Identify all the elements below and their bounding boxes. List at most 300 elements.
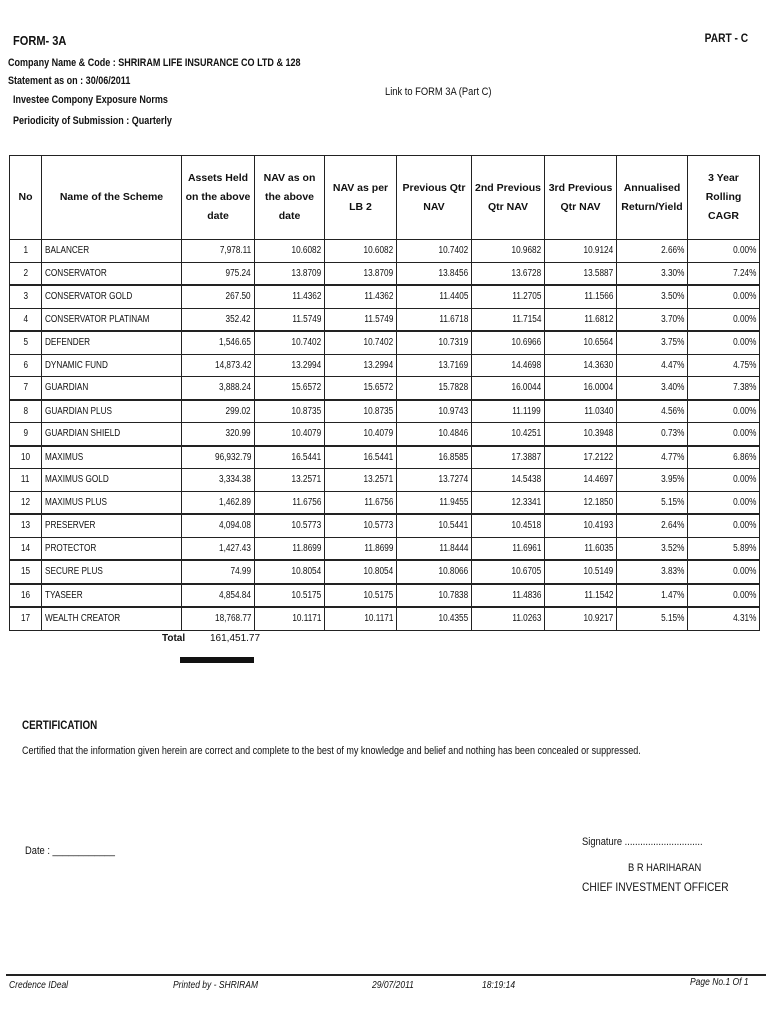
nav-2nd-prev-qtr — [472, 262, 545, 285]
nav-current-text: 10.4079 — [291, 428, 321, 440]
cagr-3yr-text: 0.00% — [732, 337, 756, 349]
assets-held — [182, 446, 255, 469]
nav-current — [255, 514, 325, 537]
nav-lb2 — [325, 607, 397, 630]
cagr-3yr — [688, 400, 760, 423]
row-no — [10, 446, 42, 469]
statement-date: Statement as on : 30/06/2011 — [8, 75, 131, 87]
nav-current — [255, 584, 325, 608]
nav-3rd-prev-qtr — [545, 423, 617, 446]
nav-3rd-prev-qtr-text: 11.6812 — [583, 313, 613, 325]
nav-2nd-prev-qtr-text: 10.4251 — [511, 428, 541, 440]
nav-current — [255, 400, 325, 423]
scheme-name-text: PROTECTOR — [45, 542, 97, 554]
nav-current-text: 13.2571 — [291, 474, 321, 486]
annualised-return — [617, 400, 688, 423]
nav-3rd-prev-qtr-text: 10.6564 — [583, 337, 613, 349]
assets-held — [182, 607, 255, 630]
cagr-3yr-text: 0.00% — [732, 589, 756, 601]
nav-prev-qtr-text: 13.7274 — [438, 474, 468, 486]
assets-held-text: 4,094.08 — [219, 520, 251, 532]
table-row — [10, 446, 760, 469]
nav-3rd-prev-qtr — [545, 537, 617, 560]
assets-held-text: 96,932.79 — [214, 451, 251, 463]
nav-lb2-text: 10.6082 — [363, 245, 393, 257]
form-link: Link to FORM 3A (Part C) — [385, 86, 492, 98]
nav-current-text: 11.4362 — [291, 291, 321, 303]
row-no — [10, 607, 42, 630]
scheme-name — [42, 446, 182, 469]
scheme-name-text: BALANCER — [45, 245, 90, 257]
scheme-name-text: GUARDIAN — [45, 382, 89, 394]
cagr-3yr-text: 7.38% — [732, 382, 756, 394]
nav-current — [255, 285, 325, 308]
row-no — [10, 537, 42, 560]
cagr-3yr-text: 0.00% — [732, 313, 756, 325]
cagr-3yr — [688, 584, 760, 608]
nav-lb2 — [325, 491, 397, 514]
nav-prev-qtr — [397, 514, 472, 537]
nav-lb2 — [325, 560, 397, 584]
nav-2nd-prev-qtr — [472, 560, 545, 584]
row-no — [10, 514, 42, 537]
scheme-name — [42, 377, 182, 400]
total-underline — [180, 657, 254, 663]
nav-prev-qtr-text: 10.4846 — [438, 428, 468, 440]
nav-lb2-text: 16.5441 — [363, 451, 393, 463]
nav-prev-qtr-text: 11.9455 — [438, 496, 468, 508]
cagr-3yr — [688, 423, 760, 446]
nav-lb2 — [325, 377, 397, 400]
row-no — [10, 308, 42, 331]
nav-prev-qtr-text: 10.9743 — [438, 405, 468, 417]
assets-held — [182, 469, 255, 492]
nav-lb2 — [325, 354, 397, 377]
nav-3rd-prev-qtr-text: 11.1542 — [583, 589, 613, 601]
nav-2nd-prev-qtr — [472, 377, 545, 400]
cagr-3yr-text: 5.89% — [732, 542, 756, 554]
annualised-return-text: 4.77% — [660, 451, 684, 463]
annualised-return-text: 3.83% — [660, 566, 684, 578]
nav-current — [255, 469, 325, 492]
cagr-3yr — [688, 446, 760, 469]
cagr-3yr — [688, 469, 760, 492]
cagr-3yr — [688, 491, 760, 514]
nav-2nd-prev-qtr — [472, 354, 545, 377]
nav-current-text: 13.2994 — [291, 359, 321, 371]
assets-held — [182, 285, 255, 308]
assets-held — [182, 240, 255, 263]
row-no-text: 14 — [20, 542, 31, 554]
nav-2nd-prev-qtr-text: 14.4698 — [511, 359, 541, 371]
nav-current-text: 10.8054 — [291, 566, 321, 578]
nav-prev-qtr — [397, 308, 472, 331]
assets-held-text: 299.02 — [225, 405, 251, 417]
assets-held — [182, 537, 255, 560]
nav-lb2-text: 10.8735 — [363, 405, 393, 417]
annualised-return — [617, 514, 688, 537]
nav-current-text: 15.6572 — [291, 382, 321, 394]
nav-lb2-text: 10.7402 — [363, 337, 393, 349]
row-no-text: 13 — [20, 520, 31, 532]
nav-2nd-prev-qtr-text: 16.0044 — [511, 382, 541, 394]
annualised-return-text: 5.15% — [660, 496, 684, 508]
nav-current — [255, 560, 325, 584]
annualised-return-text: 0.73% — [660, 428, 684, 440]
nav-prev-qtr — [397, 560, 472, 584]
annualised-return-text: 3.95% — [660, 474, 684, 486]
col-header: NAV as per LB 2 — [325, 156, 397, 240]
row-no — [10, 285, 42, 308]
annualised-return — [617, 331, 688, 354]
nav-lb2 — [325, 423, 397, 446]
nav-3rd-prev-qtr — [545, 262, 617, 285]
table-row — [10, 400, 760, 423]
col-header: 3 Year Rolling CAGR — [688, 156, 760, 240]
annualised-return-text: 4.56% — [660, 405, 684, 417]
nav-2nd-prev-qtr — [472, 423, 545, 446]
nav-lb2-text: 10.1171 — [363, 613, 393, 625]
scheme-name-text: PRESERVER — [45, 520, 96, 532]
nav-prev-qtr — [397, 354, 472, 377]
exposure-norms: Investee Compony Exposure Norms — [13, 94, 168, 106]
annualised-return — [617, 491, 688, 514]
nav-lb2 — [325, 285, 397, 308]
nav-lb2-text: 10.4079 — [363, 428, 393, 440]
nav-prev-qtr — [397, 584, 472, 608]
nav-lb2 — [325, 308, 397, 331]
nav-3rd-prev-qtr — [545, 560, 617, 584]
annualised-return-text: 1.47% — [660, 589, 684, 601]
nav-2nd-prev-qtr — [472, 446, 545, 469]
nav-3rd-prev-qtr — [545, 308, 617, 331]
nav-prev-qtr-text: 10.7319 — [438, 337, 468, 349]
scheme-name — [42, 560, 182, 584]
cagr-3yr-text: 0.00% — [732, 520, 756, 532]
nav-3rd-prev-qtr — [545, 240, 617, 263]
nav-3rd-prev-qtr — [545, 354, 617, 377]
nav-3rd-prev-qtr — [545, 400, 617, 423]
nav-lb2 — [325, 262, 397, 285]
table-row — [10, 354, 760, 377]
scheme-name-text: CONSERVATOR GOLD — [45, 291, 133, 303]
nav-2nd-prev-qtr-text: 14.5438 — [511, 474, 541, 486]
nav-lb2-text: 10.5175 — [363, 589, 393, 601]
scheme-name-text: TYASEER — [45, 589, 83, 601]
annualised-return — [617, 584, 688, 608]
footer-date: 29/07/2011 — [372, 980, 414, 991]
row-no-text: 6 — [23, 359, 28, 371]
nav-3rd-prev-qtr-text: 10.9124 — [583, 245, 613, 257]
nav-2nd-prev-qtr — [472, 537, 545, 560]
annualised-return — [617, 285, 688, 308]
nav-lb2-text: 13.8709 — [363, 267, 393, 279]
nav-prev-qtr-text: 16.8585 — [438, 451, 468, 463]
nav-3rd-prev-qtr — [545, 491, 617, 514]
nav-3rd-prev-qtr-text: 16.0004 — [583, 382, 613, 394]
cagr-3yr-text: 0.00% — [732, 291, 756, 303]
nav-3rd-prev-qtr — [545, 607, 617, 630]
table-row — [10, 560, 760, 584]
nav-prev-qtr-text: 13.8456 — [438, 267, 468, 279]
nav-lb2 — [325, 331, 397, 354]
table-row — [10, 469, 760, 492]
cagr-3yr — [688, 514, 760, 537]
cagr-3yr — [688, 285, 760, 308]
nav-current — [255, 262, 325, 285]
assets-held-text: 3,888.24 — [219, 382, 251, 394]
scheme-name-text: CONSERVATOR PLATINAM — [45, 313, 150, 325]
assets-held — [182, 423, 255, 446]
nav-2nd-prev-qtr-text: 12.3341 — [511, 496, 541, 508]
assets-held — [182, 514, 255, 537]
nav-current — [255, 240, 325, 263]
scheme-name-text: CONSERVATOR — [45, 267, 107, 279]
row-no-text: 9 — [23, 428, 28, 440]
row-no-text: 4 — [23, 313, 28, 325]
nav-3rd-prev-qtr — [545, 584, 617, 608]
assets-held-text: 267.50 — [225, 291, 251, 303]
nav-prev-qtr-text: 10.4355 — [438, 613, 468, 625]
scheme-name — [42, 308, 182, 331]
assets-held-text: 7,978.11 — [219, 245, 251, 257]
signer-title: CHIEF INVESTMENT OFFICER — [582, 880, 729, 894]
cagr-3yr — [688, 240, 760, 263]
annualised-return — [617, 607, 688, 630]
row-no — [10, 354, 42, 377]
scheme-name-text: WEALTH CREATOR — [45, 613, 121, 625]
nav-2nd-prev-qtr-text: 11.6961 — [511, 542, 541, 554]
nav-prev-qtr-text: 11.6718 — [438, 313, 468, 325]
nav-current-text: 10.8735 — [291, 405, 321, 417]
nav-3rd-prev-qtr — [545, 469, 617, 492]
nav-prev-qtr — [397, 469, 472, 492]
row-no — [10, 560, 42, 584]
date-field: Date : ____________ — [25, 845, 115, 857]
nav-lb2-text: 10.8054 — [363, 566, 393, 578]
nav-lb2 — [325, 446, 397, 469]
nav-prev-qtr — [397, 240, 472, 263]
col-header: Annualised Return/Yield — [617, 156, 688, 240]
assets-held-text: 1,427.43 — [219, 542, 251, 554]
nav-current-text: 10.5773 — [291, 520, 321, 532]
assets-held — [182, 377, 255, 400]
row-no — [10, 491, 42, 514]
nav-current — [255, 537, 325, 560]
nav-prev-qtr-text: 15.7828 — [438, 382, 468, 394]
assets-held-text: 975.24 — [225, 267, 251, 279]
assets-held-text: 74.99 — [230, 566, 251, 578]
cagr-3yr-text: 0.00% — [732, 566, 756, 578]
nav-prev-qtr-text: 11.8444 — [438, 542, 468, 554]
nav-prev-qtr-text: 10.7838 — [438, 589, 468, 601]
row-no — [10, 423, 42, 446]
assets-held — [182, 331, 255, 354]
cagr-3yr-text: 0.00% — [732, 405, 756, 417]
nav-2nd-prev-qtr — [472, 514, 545, 537]
nav-3rd-prev-qtr-text: 17.2122 — [583, 451, 613, 463]
row-no — [10, 377, 42, 400]
annualised-return — [617, 537, 688, 560]
cagr-3yr — [688, 377, 760, 400]
table-row — [10, 308, 760, 331]
nav-current-text: 10.7402 — [291, 337, 321, 349]
nav-current-text: 11.5749 — [291, 313, 321, 325]
annualised-return-text: 3.30% — [660, 267, 684, 279]
nav-3rd-prev-qtr-text: 11.1566 — [583, 291, 613, 303]
certification-text: Certified that the information given herein are correct and complete to the best of my knowledge and belief and nothing has been concealed or suppressed. — [22, 745, 641, 757]
nav-2nd-prev-qtr — [472, 240, 545, 263]
row-no-text: 2 — [23, 267, 28, 279]
nav-2nd-prev-qtr-text: 13.6728 — [511, 267, 541, 279]
nav-2nd-prev-qtr-text: 11.0263 — [511, 613, 541, 625]
annualised-return — [617, 560, 688, 584]
nav-prev-qtr — [397, 423, 472, 446]
scheme-name-text: GUARDIAN PLUS — [45, 405, 112, 417]
row-no-text: 17 — [20, 613, 31, 625]
nav-current — [255, 423, 325, 446]
table-body — [10, 240, 760, 631]
row-no — [10, 331, 42, 354]
nav-3rd-prev-qtr-text: 12.1850 — [583, 496, 613, 508]
assets-held-text: 3,334.38 — [219, 474, 251, 486]
cagr-3yr — [688, 537, 760, 560]
row-no-text: 16 — [20, 589, 31, 601]
scheme-name-text: MAXIMUS GOLD — [45, 474, 109, 486]
annualised-return — [617, 469, 688, 492]
assets-held-text: 1,546.65 — [219, 337, 251, 349]
row-no-text: 1 — [23, 245, 28, 257]
annualised-return-text: 2.64% — [660, 520, 684, 532]
scheme-name-text: MAXIMUS PLUS — [45, 496, 107, 508]
nav-lb2 — [325, 469, 397, 492]
cagr-3yr — [688, 262, 760, 285]
nav-3rd-prev-qtr — [545, 331, 617, 354]
nav-lb2-text: 11.4362 — [363, 291, 393, 303]
row-no-text: 12 — [20, 496, 31, 508]
footer-printed-by: Printed by - SHRIRAM — [173, 980, 259, 991]
nav-2nd-prev-qtr-text: 11.7154 — [511, 313, 541, 325]
scheme-name-text: SECURE PLUS — [45, 566, 103, 578]
annualised-return — [617, 423, 688, 446]
periodicity: Periodicity of Submission : Quarterly — [13, 115, 172, 127]
nav-lb2-text: 11.8699 — [363, 542, 393, 554]
nav-lb2 — [325, 584, 397, 608]
nav-prev-qtr — [397, 446, 472, 469]
nav-2nd-prev-qtr — [472, 308, 545, 331]
nav-prev-qtr — [397, 377, 472, 400]
nav-3rd-prev-qtr-text: 14.4697 — [583, 474, 613, 486]
nav-prev-qtr — [397, 537, 472, 560]
nav-3rd-prev-qtr-text: 10.4193 — [583, 520, 613, 532]
annualised-return-text: 5.15% — [660, 613, 684, 625]
nav-2nd-prev-qtr — [472, 607, 545, 630]
nav-3rd-prev-qtr-text: 14.3630 — [583, 359, 613, 371]
scheme-name — [42, 607, 182, 630]
assets-held-text: 4,854.84 — [219, 589, 251, 601]
nav-lb2-text: 11.5749 — [363, 313, 393, 325]
nav-lb2-text: 13.2994 — [363, 359, 393, 371]
nav-lb2-text: 13.2571 — [363, 474, 393, 486]
annualised-return-text: 3.50% — [660, 291, 684, 303]
nav-current — [255, 491, 325, 514]
col-header: NAV as on the above date — [255, 156, 325, 240]
nav-table — [9, 155, 760, 631]
scheme-name-text: DEFENDER — [45, 337, 91, 349]
row-no-text: 5 — [23, 337, 28, 349]
nav-2nd-prev-qtr-text: 10.6966 — [511, 337, 541, 349]
row-no — [10, 240, 42, 263]
nav-prev-qtr — [397, 331, 472, 354]
nav-current-text: 10.5175 — [291, 589, 321, 601]
table-row — [10, 285, 760, 308]
cagr-3yr — [688, 607, 760, 630]
annualised-return-text: 2.66% — [660, 245, 684, 257]
assets-held — [182, 560, 255, 584]
scheme-name — [42, 537, 182, 560]
nav-current — [255, 331, 325, 354]
nav-current — [255, 446, 325, 469]
assets-held — [182, 584, 255, 608]
nav-current-text: 10.1171 — [291, 613, 321, 625]
table-row — [10, 607, 760, 630]
assets-held-text: 14,873.42 — [214, 359, 251, 371]
table-row — [10, 377, 760, 400]
company-name: Company Name & Code : SHRIRAM LIFE INSURANCE CO LTD & 128 — [8, 57, 301, 69]
nav-2nd-prev-qtr-text: 17.3887 — [511, 451, 541, 463]
col-header: 2nd Previous Qtr NAV — [472, 156, 545, 240]
assets-held — [182, 491, 255, 514]
signature-line: Signature .............................. — [582, 836, 703, 848]
nav-3rd-prev-qtr-text: 10.3948 — [583, 428, 613, 440]
annualised-return — [617, 377, 688, 400]
nav-3rd-prev-qtr — [545, 377, 617, 400]
row-no — [10, 469, 42, 492]
nav-prev-qtr — [397, 285, 472, 308]
nav-2nd-prev-qtr — [472, 285, 545, 308]
table-row — [10, 262, 760, 285]
table-row — [10, 240, 760, 263]
cagr-3yr — [688, 331, 760, 354]
nav-prev-qtr — [397, 400, 472, 423]
col-header: No — [10, 156, 42, 240]
nav-current-text: 10.6082 — [291, 245, 321, 257]
nav-2nd-prev-qtr-text: 11.1199 — [512, 405, 541, 417]
scheme-name-text: DYNAMIC FUND — [45, 359, 108, 371]
nav-2nd-prev-qtr-text: 10.6705 — [511, 566, 541, 578]
scheme-name — [42, 331, 182, 354]
annualised-return-text: 3.70% — [660, 313, 684, 325]
nav-lb2-text: 15.6572 — [363, 382, 393, 394]
part-label: PART - C — [704, 31, 748, 45]
scheme-name — [42, 285, 182, 308]
nav-prev-qtr — [397, 491, 472, 514]
row-no-text: 15 — [20, 566, 31, 578]
row-no — [10, 400, 42, 423]
row-no-text: 8 — [23, 405, 28, 417]
nav-3rd-prev-qtr-text: 10.5149 — [583, 566, 613, 578]
nav-lb2 — [325, 400, 397, 423]
scheme-name — [42, 491, 182, 514]
table-row — [10, 423, 760, 446]
col-header: 3rd Previous Qtr NAV — [545, 156, 617, 240]
nav-lb2-text: 10.5773 — [363, 520, 393, 532]
col-header: Name of the Scheme — [42, 156, 182, 240]
nav-current — [255, 308, 325, 331]
nav-2nd-prev-qtr-text: 10.4518 — [511, 520, 541, 532]
assets-held-text: 320.99 — [225, 428, 251, 440]
nav-current-text: 13.8709 — [291, 267, 321, 279]
